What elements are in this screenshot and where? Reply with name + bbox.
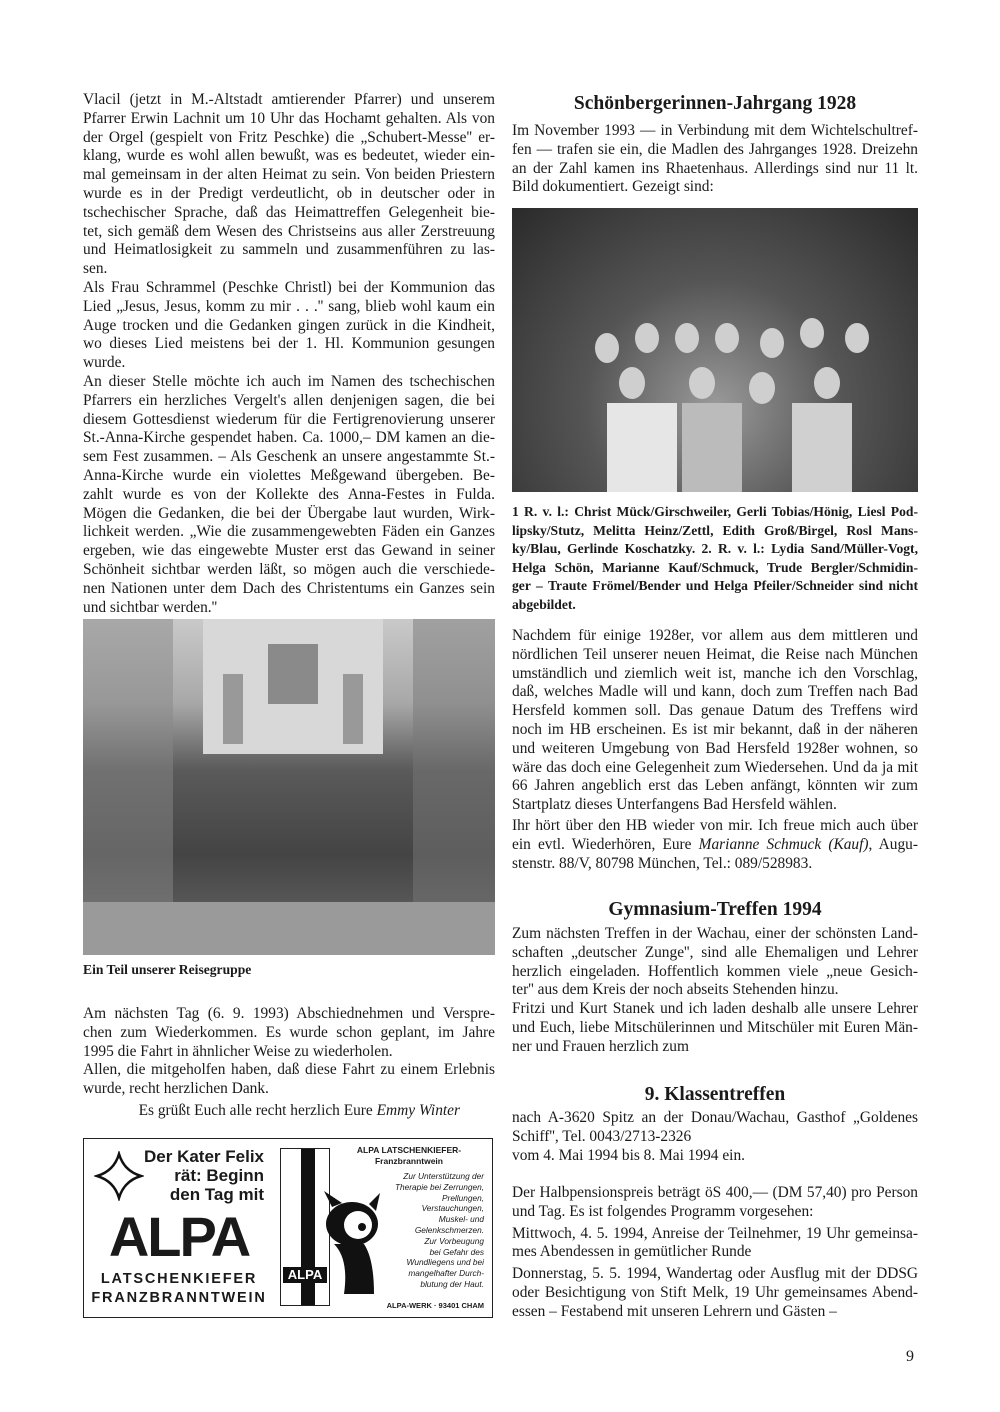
- text-line: [512, 836, 918, 855]
- text-line: Pfarrer Erwin Lachnit um 10 Uhr das Hochamt gehalten. Als von: [83, 109, 495, 127]
- greeting-text: Es grüßt Euch alle recht herzlich Eure: [138, 1102, 373, 1119]
- text-line: Lied „Jesus, Jesus, komm zu mir . . .'' sang, blieb wohl kaum ein: [83, 297, 495, 315]
- text-line: lichkeit werden. „Wie die zusammengewebten Fäden ein Ganzes: [83, 523, 495, 541]
- alpa-advertisement: [83, 1138, 493, 1318]
- text-line: und weiteren Umgebung von Bad Hersfeld 1928er wohnen, so: [512, 739, 918, 757]
- section-title-jahrgang: Schönbergerinnen-Jahrgang 1928: [573, 93, 857, 114]
- text-line: Anna-Kirche wurde ein violettes Meßgewand übergeben. Be-: [83, 466, 495, 484]
- text-line: der Orgel (gespielt von Fritz Peschke) die „Schubert-Messe'' er-: [83, 128, 495, 146]
- text-line: tschechischer Sprache, daß das Heimattreffen Gelegenheit bie-: [83, 203, 495, 221]
- text-line: vom 4. Mai 1994 bis 8. Mai 1994 ein.: [512, 1146, 745, 1164]
- text-line: Am nächsten Tag (6. 9. 1993) Abschiednehmen und Verspre-: [83, 1005, 495, 1022]
- ad-brand: ALPA: [108, 1205, 250, 1268]
- ad-text-line: blutung der Haut.: [420, 1278, 484, 1289]
- text-line: Schiff'', Tel. 0043/2713-2326: [512, 1127, 692, 1145]
- group-photo-jahrgang: [512, 208, 918, 492]
- text-line: Nachdem für einige 1928er, vor allem aus dem mittleren und: [512, 627, 918, 644]
- text-line: Ihr hört über den HB wieder von mir. Ich freue mich auch über: [512, 817, 918, 834]
- text-line: herzlich eingeladen. Hoffentlich kommen viele „neue Gesich-: [512, 962, 918, 980]
- author-name: Marianne Schmuck (Kauf): [698, 835, 869, 853]
- ad-right-title-line: Franzbranntwein: [374, 1156, 443, 1166]
- ad-right-title-line: ALPA LATSCHENKIEFER-: [356, 1145, 462, 1155]
- ad-headline: [124, 1147, 264, 1204]
- text-span: ein evtl. Wiederhören, Eure: [512, 835, 699, 853]
- text-line: wurde.: [83, 354, 126, 372]
- text-line: und Tag. Es ist folgendes Programm vorgesehen:: [512, 1202, 814, 1220]
- klassentreffen-location: [512, 1109, 918, 1165]
- closing-text: [83, 1005, 495, 1099]
- text-line: ger – Traute Frömel/Bender und Helga Pfeiler/Schneider sind nicht: [512, 578, 918, 594]
- author-name: Emmy Winter: [376, 1102, 460, 1119]
- section-title-klassentreffen: 9. Klassentreffen: [644, 1084, 786, 1105]
- text-line: wurde, recht herzlichen Dank.: [83, 1080, 269, 1098]
- text-line: stenstr. 88/V, 80798 München, Tel.: 089/528983.: [512, 854, 813, 872]
- text-line: sem Fest zusammen. – Als Geschenk an unsere angestammte St.-: [83, 448, 495, 466]
- gymnasium-body: [512, 925, 918, 1057]
- text-line: wo dieses Lied meistens bei der 1. Hl. Kommunion gesungen: [83, 335, 495, 353]
- church-facade-illustration: [83, 619, 495, 955]
- greeting-line: [83, 1102, 460, 1120]
- text-span: , Augu-: [868, 835, 918, 853]
- ad-text-line: Gelenkschmerzen.: [414, 1224, 484, 1235]
- text-line: Zum nächsten Treffen in der Wachau, einer der schönsten Land-: [512, 925, 918, 942]
- ad-headline-line: den Tag mit: [169, 1185, 264, 1204]
- ad-right-title: [334, 1145, 484, 1167]
- ad-text-line: mangelhafter Durch-: [408, 1268, 484, 1279]
- text-line: Als Frau Schrammel (Peschke Christl) bei der Kommunion das: [83, 278, 495, 296]
- text-line: nördlichen Teil unserer neuen Heimat, die Reise nach München: [512, 645, 918, 663]
- text-line: klang, wurde es wohl allen bewußt, was es bedeutet, wieder ein-: [83, 147, 495, 165]
- ad-headline-line: Der Kater Felix: [144, 1147, 264, 1166]
- ad-product-line: LATSCHENKIEFER: [100, 1271, 258, 1287]
- text-line: Im November 1993 — in Verbindung mit dem Wichtelschultref-: [512, 122, 918, 139]
- jahrgang-body: [512, 627, 918, 815]
- text-line: Auge trocken und die Gedanken gingen zurück in die Kindheit,: [83, 316, 495, 334]
- text-line: An dieser Stelle möchte ich auch im Namen des tschechischen: [83, 372, 495, 390]
- ad-headline-line: rät: Beginn: [174, 1166, 264, 1185]
- group-photo-church: [83, 619, 495, 955]
- text-line: nen Nationen unter dem Dach des Christentums ein Ganzes sein: [83, 579, 495, 597]
- ad-product: [90, 1270, 268, 1308]
- text-line: und Heimatlosigkeit zu sammeln und zusammenführen zu las-: [83, 241, 495, 259]
- jahrgang-intro: [512, 122, 918, 197]
- text-line: 1 R. v. l.: Christ Mück/Girschweiler, Gerli Tobias/Hönig, Liesl Pod-: [512, 504, 918, 519]
- text-line: Mittwoch, 4. 5. 1994, Anreise der Teilnehmer, 19 Uhr gemeinsa-: [512, 1224, 918, 1242]
- text-line: fen — trafen sie ein, die Madlen des Jahrganges 1928. Dreizehn: [512, 140, 918, 158]
- text-line: oder Besichtigung von Stift Melk, 19 Uhr gemeinsames Abend-: [512, 1283, 918, 1301]
- text-line: 66 Jahren angeblich erst das Leben anfängt, könnten wir zum: [512, 777, 918, 795]
- text-line: ergeben, wie das eingewebte Muster erst das Gewand in seiner: [83, 542, 495, 560]
- text-line: Schönheit sichtbar werden läßt, so mögen auch die verschiede-: [83, 560, 495, 578]
- text-line: Mögen die Gedanken, die bei der Übergabe laut wurden, Wirk-: [83, 504, 495, 522]
- text-line: Bild dokumentiert. Gezeigt sind:: [512, 178, 714, 196]
- text-line: wurde es in der Predigt verdeutlicht, ob in deutscher oder in: [83, 184, 495, 202]
- ad-product-line: FRANZBRANNTWEIN: [91, 1290, 267, 1306]
- text-line: Donnerstag, 5. 5. 1994, Wandertag oder Ausflug mit der DDSG: [512, 1265, 918, 1283]
- text-line: diesem Gottesdienst wiederum für die Fertigrenovierung unserer: [83, 410, 495, 428]
- text-line: 1995 die Fahrt in ähnlicher Weise zu wiederholen.: [83, 1042, 393, 1060]
- article-text-left: [83, 91, 495, 617]
- text-line: ter'' aus dem Kreis der noch abseits Stehenden hinzu.: [512, 981, 839, 999]
- text-line: lipsky/Stutz, Melitta Heinz/Zettl, Edith Groß/Birgel, Rosl Mans-: [512, 522, 918, 538]
- page-number: 9: [906, 1348, 914, 1365]
- text-line: daß, welches Madle will und kann, doch zum Treffen nach Bad: [512, 683, 918, 701]
- text-line: Helga Schön, Marianne Kauf/Schmuck, Trude Bergler/Schmidin-: [512, 559, 918, 575]
- ad-text-line: Zur Vorbeugung: [424, 1235, 484, 1246]
- text-line: essen – Festabend mit unseren Lehrern und Gästen –: [512, 1302, 837, 1320]
- ad-text-line: Muskel- und: [438, 1214, 484, 1225]
- ad-text-line: Verstauchungen,: [421, 1203, 484, 1214]
- text-line: Fritzi und Kurt Stanek und ich laden deshalb alle unsere Lehrer: [512, 1000, 918, 1018]
- bottle-label: ALPA: [283, 1267, 327, 1283]
- text-line: tet, sich gemäß dem Wesen des Christseins aus aller Zerstreuung: [83, 222, 495, 240]
- text-line: umständlich und ziemlich weit ist, manche ich den Vorschlag,: [512, 664, 918, 682]
- ad-text-line: Therapie bei Zerrungen,: [394, 1181, 484, 1192]
- text-line: Pfarrers ein herzliches Vergelt's allen denjenigen sagen, die bei: [83, 391, 495, 409]
- photo-caption-left: Ein Teil unserer Reisegruppe: [83, 962, 252, 977]
- text-line: an der Zahl kamen ins Rhaetenhaus. Allerdings sind nur 11 lt.: [512, 159, 918, 177]
- klassentreffen-program: [512, 1184, 918, 1322]
- text-line: noch im HB erscheinen. Es ist mir bekannt, daß in der näheren: [512, 720, 918, 738]
- ad-text-line: Prellungen,: [442, 1192, 484, 1203]
- text-line: Allen, die mitgeholfen haben, daß diese Fahrt zu einem Erlebnis: [83, 1061, 495, 1079]
- text-line: abgebildet.: [512, 596, 576, 612]
- text-line: und sichtbar werden.'': [83, 598, 218, 616]
- text-line: ky/Blau, Gerlinde Koschatzky. 2. R. v. l.: Lydia Sand/Müller-Vogt,: [512, 541, 918, 557]
- ad-footer: ALPA-WERK · 93401 CHAM: [386, 1301, 484, 1310]
- ad-text-line: bei Gefahr des: [429, 1246, 484, 1257]
- jahrgang-signature: [512, 817, 918, 873]
- women-group-illustration: [512, 208, 918, 492]
- text-line: wäre das doch eine Gelegenheit zum Wiedersehen. Und da ja mit: [512, 758, 918, 776]
- text-line: zahlt wurde es von der Kollekte des Anna-Festes in Fulda.: [83, 485, 495, 503]
- text-line: sen.: [83, 260, 108, 278]
- ad-text-line: Wundliegens und bei: [406, 1257, 484, 1268]
- section-title-gymnasium: Gymnasium-Treffen 1994: [608, 899, 822, 920]
- text-line: Vlacil (jetzt in M.-Altstadt amtierender Pfarrer) und unserem: [83, 91, 495, 108]
- text-line: ner und Frauen herzlich zum: [512, 1037, 689, 1055]
- ad-right-text: [364, 1171, 484, 1290]
- text-line: chen zum Wiederkommen. Es wurde schon geplant, im Jahre: [83, 1023, 495, 1041]
- text-line: Startplatz dieses Unterfangens Bad Hersfeld wählen.: [512, 796, 837, 814]
- text-line: und Euch, liebe Mitschülerinnen und Mitschüler mit Euren Män-: [512, 1018, 918, 1036]
- text-line: mal gemeinsam in der alten Heimat zu sein. Von beiden Priestern: [83, 166, 495, 184]
- text-line: schaften „deutscher Zunge'', sind alle Ehemaligen und Lehrer: [512, 943, 918, 961]
- text-line: Hersfeld kommen soll. Das genaue Datum des Treffens wird: [512, 702, 918, 720]
- text-line: Der Halbpensionspreis beträgt öS 400,— (DM 57,40) pro Person: [512, 1184, 918, 1201]
- text-line: St.-Anna-Kirche gespendet haben. Ca. 1000,– DM kamen an die-: [83, 429, 495, 447]
- text-line: nach A-3620 Spitz an der Donau/Wachau, Gasthof „Goldenes: [512, 1109, 918, 1126]
- ad-text-line: Zur Unterstützung der: [403, 1171, 484, 1181]
- jahrgang-photo-caption: [512, 503, 918, 615]
- text-line: mes Abendessen in gemütlicher Runde: [512, 1243, 752, 1261]
